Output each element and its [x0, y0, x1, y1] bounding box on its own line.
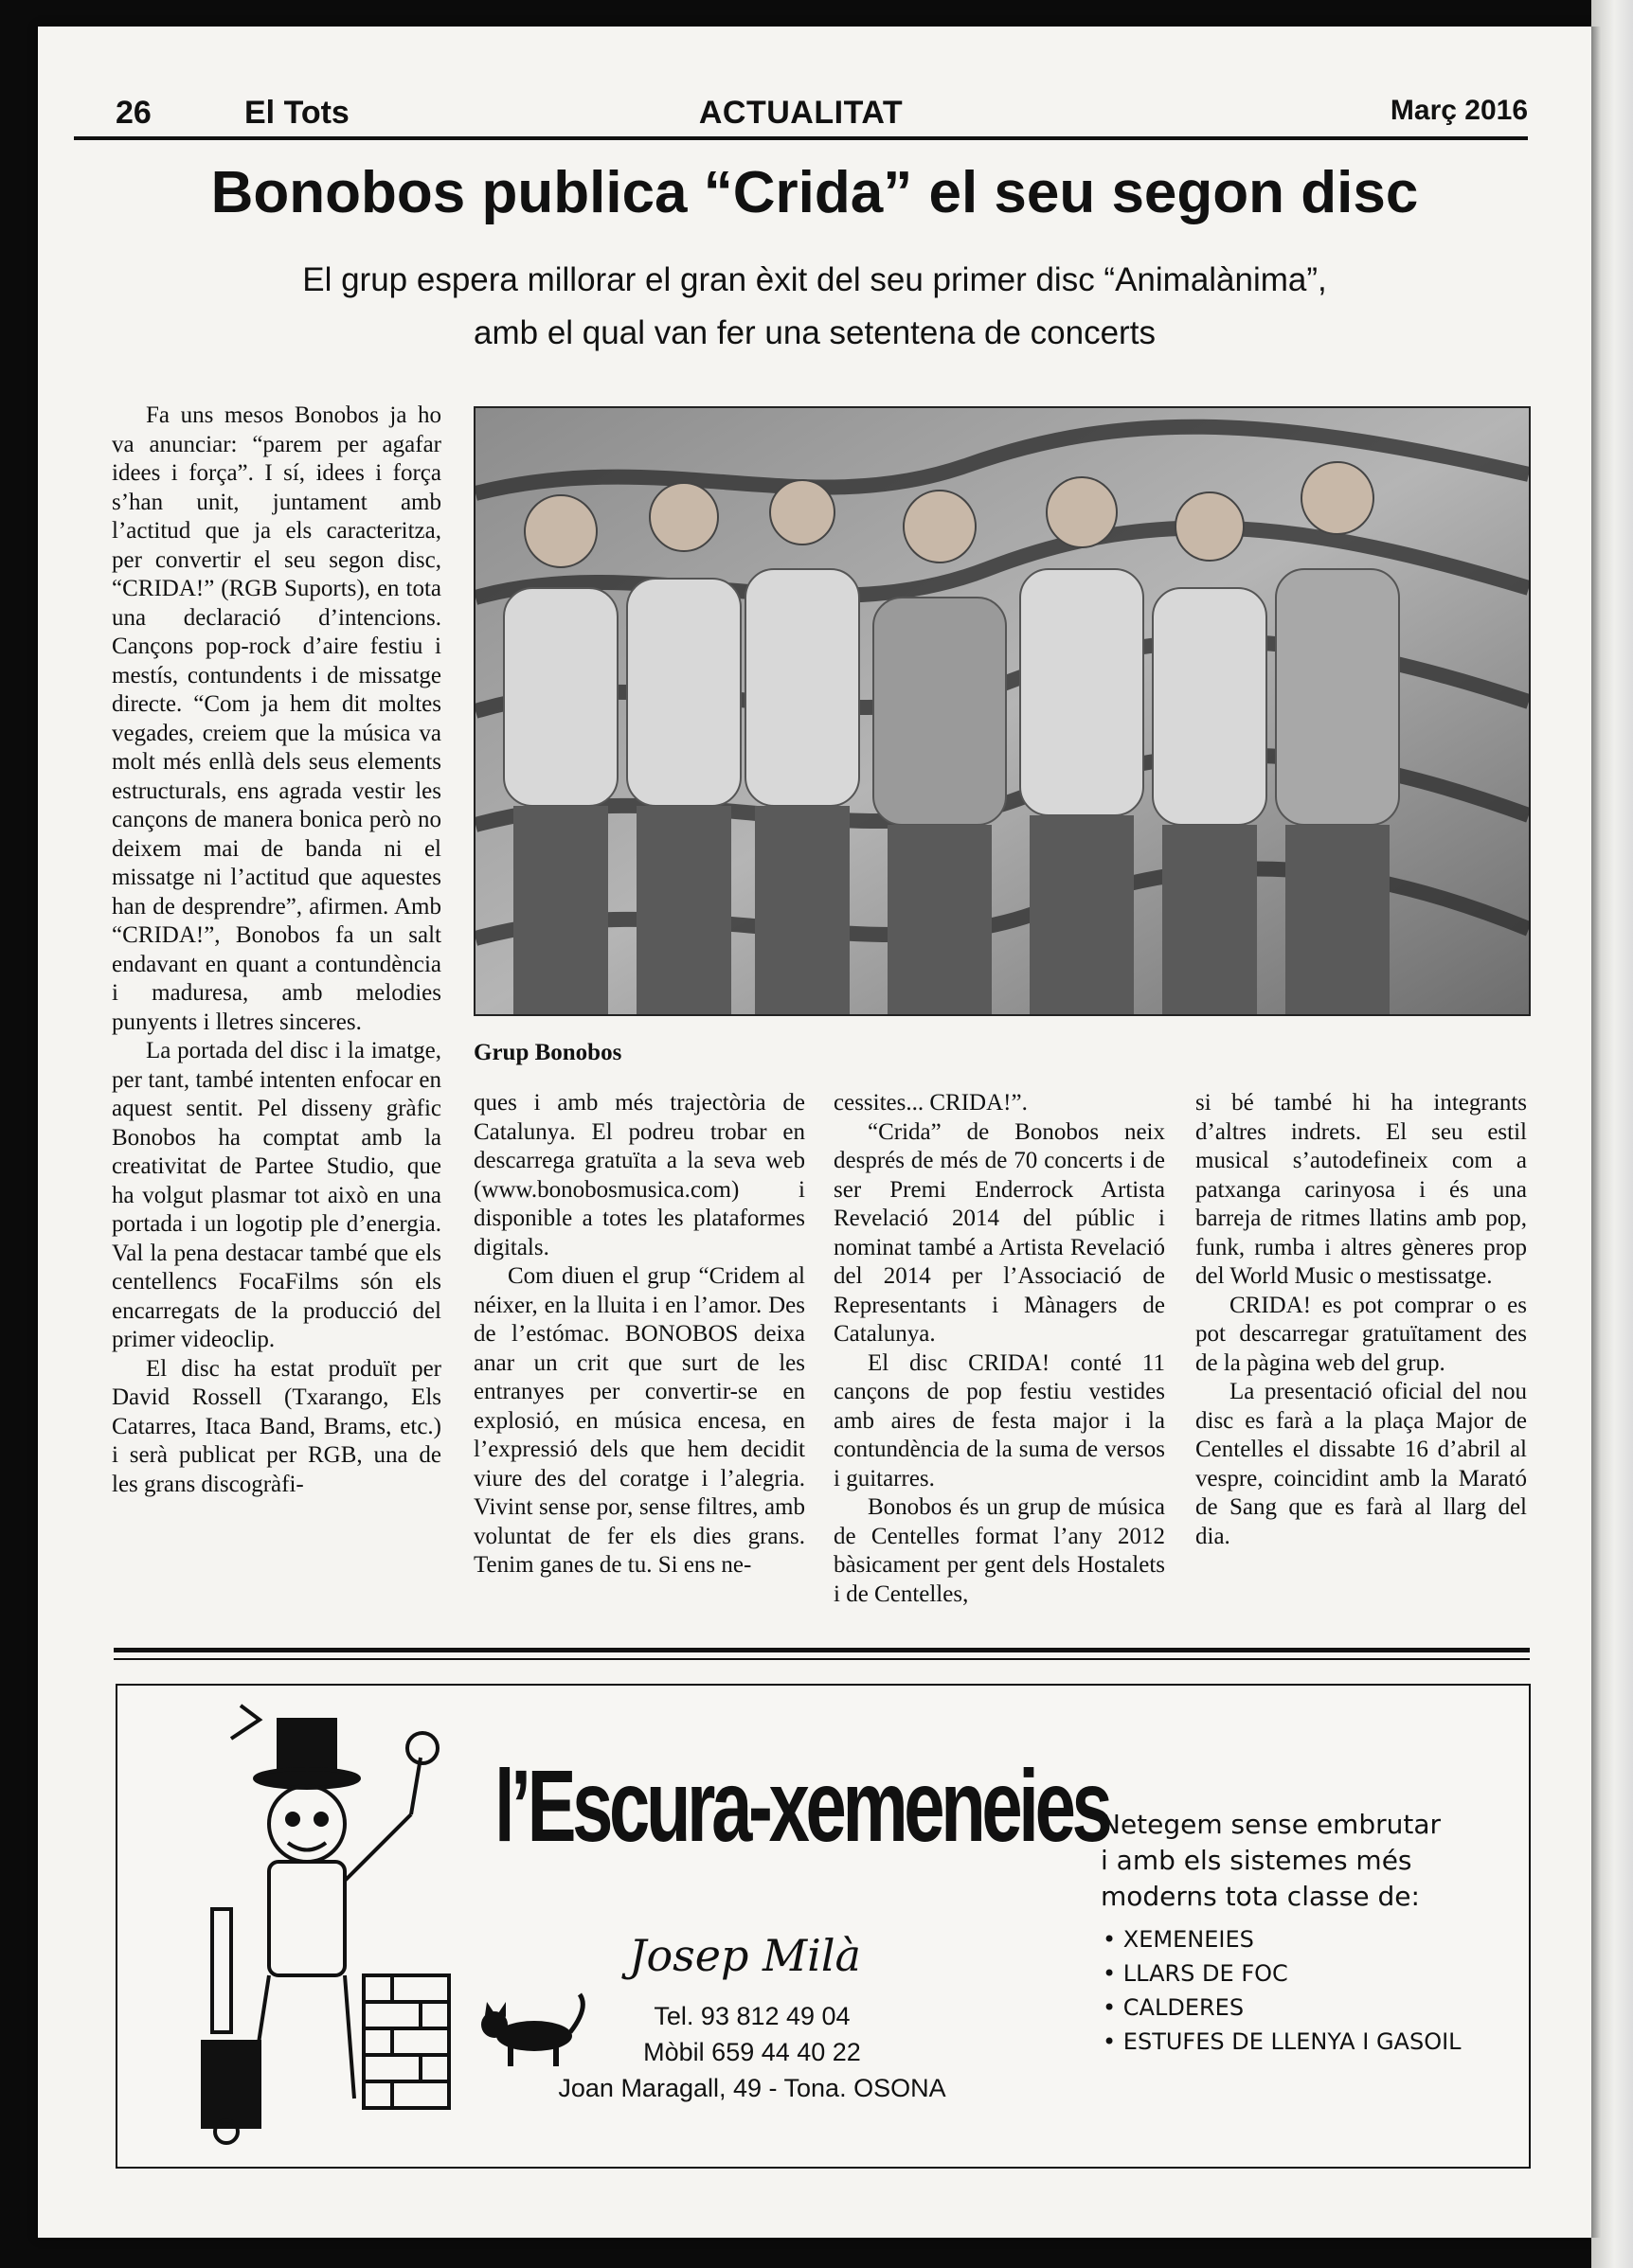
publication-name: El Tots [244, 95, 350, 131]
paragraph: Com diuen el grup “Cridem al néixer, en la lluita i en l’amor. Des de l’estómac. BONOBOS deixa anar un crit que surt de les entranyes per convertir-se en explosió, en música encesa, en l’expressió dels que hem decidit viure des del coratge i l’alegria. Vivint sense por, sense filtres, amb voluntat de fer els dies grans. Tenim ganes de tu. Si ens ne- [474, 1263, 805, 1578]
service-item: • XEMENEIES [1103, 1922, 1462, 1956]
ad-intro-text [1101, 1807, 1441, 1915]
ad-contact-info [544, 1998, 960, 2106]
paragraph: cessites... CRIDA!”. [834, 1090, 1028, 1116]
ad-intro-line-3: moderns tota classe de: [1101, 1881, 1420, 1912]
paragraph: El disc ha estat produït per David Rossell (Txarango, Els Catarres, Itaca Band, Brams, etc.) i serà publicat per RGB, una de les grans discogràfi- [112, 1355, 441, 1497]
service-item: • CALDERES [1103, 1991, 1462, 2025]
paragraph: El disc CRIDA! conté 11 cançons de pop festiu vestides amb aires de festa major i la contundència de la suma de versos i guitarres. [834, 1349, 1165, 1491]
ad-owner-signature: Josep Milà [629, 1930, 861, 1981]
article-subheadline [152, 254, 1478, 360]
article-column-2 [474, 1089, 805, 1580]
paragraph: CRIDA! es pot comprar o es pot descarregar gratuïtament des de la pàgina web del grup. [1195, 1292, 1527, 1376]
service-item: • LLARS DE FOC [1103, 1956, 1462, 1991]
page-number: 26 [116, 95, 152, 131]
chimney-sweep-advertisement [116, 1684, 1531, 2169]
photo-caption: Grup Bonobos [474, 1040, 622, 1065]
ad-mobile: Mòbil 659 44 40 22 [643, 2038, 861, 2066]
service-item: • ESTUFES DE LLENYA I GASOIL [1103, 2025, 1462, 2059]
band-photo [474, 406, 1531, 1016]
article-column-3 [834, 1089, 1165, 1609]
section-title: ACTUALITAT [698, 95, 904, 131]
subheadline-line-1: El grup espera millorar el gran èxit del seu primer disc “Animalànima”, [302, 261, 1327, 298]
ad-intro-line-1: Netegem sense embrutar [1101, 1809, 1442, 1840]
ad-address: Joan Maragall, 49 - Tona. OSONA [558, 2074, 946, 2102]
subheadline-line-2: amb el qual van fer una setentena de concerts [474, 314, 1156, 351]
chimney-sweep-illustration [174, 1701, 487, 2146]
article-headline: Bonobos publica “Crida” el seu segon disc [210, 160, 1419, 225]
paragraph: Fa uns mesos Bonobos ja ho va anunciar: “parem per agafar idees i força”. I sí, idees i força s’han unit, juntament amb l’actitud que ja els caracteritza, per convertir el seu segon disc, “CRIDA!” (RGB Suports), en tota una declaració d’intencions. Cançons pop-rock d’aire festiu i mestís, contundents i de missatge directe. “Com ja hem dit moltes vegades, creiem que la música va molt més enllà dels seus elements estructurals, ens agrada vestir les cançons de manera bonica però no deixem mai de banda ni el missatge ni l’actitud que aquestes han de desprendre”, afirmen. Amb “CRIDA!”, Bonobos fa un salt endavant en quant a contundència i maduresa, amb melodies punyents i lletres sinceres. [112, 402, 441, 1035]
paragraph: “Crida” de Bonobos neix després de més de 70 concerts i de ser Premi Enderrock Artista Revelació 2014 del públic i nominat també a Artista Revelació del 2014 per l’Associació de Representants i Mànagers de Catalunya. [834, 1118, 1165, 1347]
spine-shadow [1591, 27, 1601, 2238]
ad-brand-name: l’Escura-xemeneies [494, 1748, 1109, 1863]
paragraph: si bé també hi ha integrants d’altres indrets. El seu estil musical s’autodefineix com a patxanga carinyosa i és una barreja de ritmes llatins amb pop, funk, rumba i altres gèneres prop del World Music o mestissatge. [1195, 1090, 1527, 1289]
ad-services-list [1103, 1922, 1462, 2059]
band-photo-image [476, 408, 1529, 1014]
paragraph: La portada del disc i la imatge, per tant, també intenten enfocar en aquest sentit. Pel disseny gràfic Bonobos ha comptat amb la creativitat de Partee Studio, que ha volgut plasmar tot això en una portada i un logotip ple d’energia. Val la pena destacar també que els centellencs FocaFilms són els encarregats de la producció del primer videoclip. [112, 1038, 441, 1352]
paragraph: La presentació oficial del nou disc es farà a la plaça Major de Centelles el dissabte 16 d’abril al vespre, coincidint amb la Marató de Sang que es farà al llarg del dia. [1195, 1379, 1527, 1549]
ad-phone: Tel. 93 812 49 04 [654, 2002, 851, 2030]
paragraph: ques i amb més trajectòria de Catalunya. El podreu trobar en descarrega gratuïta a la seva web (www.bonobosmusica.com) i disponible a totes les plataformes digitals. [474, 1090, 805, 1260]
divider-thin [114, 1658, 1530, 1660]
ad-intro-line-2: i amb els sistemes més [1101, 1845, 1412, 1876]
divider-thick [114, 1648, 1530, 1652]
issue-date: Març 2016 [1390, 95, 1528, 126]
article-column-4 [1195, 1089, 1527, 1551]
paragraph: Bonobos és un grup de música de Centelles format l’any 2012 bàsicament per gent dels Hostalets i de Centelles, [834, 1494, 1165, 1607]
article-column-1 [112, 402, 441, 1499]
page-header [74, 95, 1528, 140]
